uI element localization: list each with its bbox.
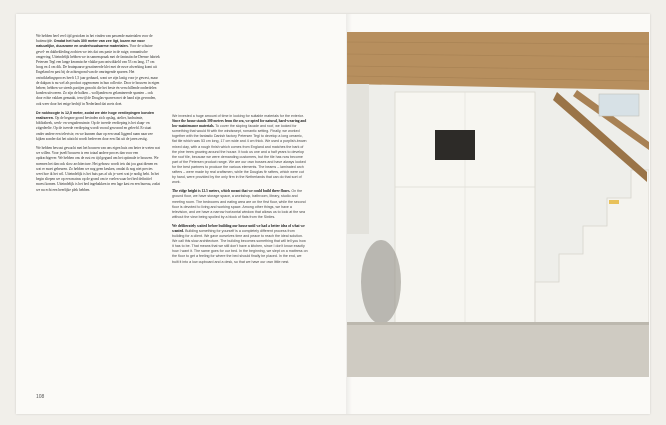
english-lead-3: We deliberately waited before building our house until we had a better idea of what we wanted. (172, 223, 305, 233)
yellow-accent (609, 200, 619, 204)
left-wall-shadow (347, 84, 369, 234)
dutch-paragraph-2: De nokhoogte is 12,5 meter, zodat we drie hoge verdiepingen konden realiseren. Op de begane grond bevinden zich opslag, atelier, badruimte, bibliotheek, werk- en vergaderruimte. Op de tweede verdieping is het slaap- en zitgedeelte. Op de tweede verdieping wordt vooral gewoond en geleefd. Er staat onder andere een televisie, en we kunnen daar op een smal liggend raam naar zee kijken zonder dat het uitzicht wordt bederven door een flat uit de jaren zestig. (36, 110, 155, 141)
wooden-ceiling (347, 32, 649, 90)
english-lead-1: Since the house stands 300 meters from the sea, we opted for natural, hard-wearing and low-maintenance materials. (172, 119, 307, 129)
page-number: 108 (36, 394, 45, 400)
cabinet-opening (435, 130, 475, 160)
floor (347, 324, 649, 377)
interior-photo (347, 32, 649, 377)
dutch-text-column (36, 34, 160, 374)
magazine-spread (16, 14, 650, 414)
english-lead-2: The ridge height is 12.5 meters, which meant that we could build three floors. (172, 189, 291, 194)
loft-interior-illustration (347, 32, 649, 377)
english-paragraph-3: We deliberately waited before building our house until we had a better idea of what we wanted. Building something for yourself is a completely different process from building for a client. We gave ourselves time and peace to reach the ideal solution. We call this slow architecture. The building becomes something that will tell you how it has to be. That means that we still don't have a kitchen, since I don't know exactly how I want it. The same goes for our bed. In the beginning, we slept on a mattress on the floor to get a feeling for where the bed should finally be placed. In the end, we built it into a low cupboard and a desk, so that we have our own little nest. (172, 223, 308, 264)
dutch-paragraph-3: We hebben bewust gewacht met het bouwen van ons eigen huis om beter te weten wat we willen. Voor jezelf bouwen is een totaal andere proces dan voor een opdrachtgever. We hebben ons de rust en tijd gegund om het optimale te bouwen. We noemen het dan ook slow architecture. Het gebouw wordt iets dat jou gaat dienen en wat er moet gebeuren. Zo hebben we nog geen keuken, omdat ik nog niet precies weet hoe ik het wil. Uiteindelijk is het huis pas af als je weet wat je nodig hebt. In het begin sliepen we op een matras op de grond om te voelen waar het bed definitief moest komen. Uiteindelijk is het bed ingebakken in een lage kast en een bureau, zodat we nu echt een heerlijke plek hebben. (36, 146, 160, 192)
dutch-lead-1: Omdat het huis 300 meter van zee ligt, kozen we voor natuurlijke, duurzame en onderhoudsarme materialen. (36, 39, 145, 49)
english-paragraph-1: We invested a huge amount of time in looking for suitable materials for the exterior. Since the house stands 300 meters from the sea, we opted for natural, hard-wearing and low-maintenance materials. To cover the sloping facade and roof, we looked for something that would fit with the windswept, romantic setting. Finally, we worked together with the fantastic Danish factory Petersen Tegl to develop a long ceramic, flat tile which was 53 cm long, 17 cm wide and 4 cm thick. We used a purplish-brown mixed clay, with a rough finish which comes from England and matches the bark of the pine trees growing around the house. It took us one and a half years to develop the roof tile, because we were demanding customers, but the tile has now become part of the Petersen product range. We are our own bosses and have always looked for the best partners to produce the various elements. The beams – laminated arch rafters – were made by real craftsmen, while the Douglas fir rafters, which were cut by hand, were provided by the only firm in the Netherlands that can do that sort of work. (172, 114, 307, 185)
dutch-lead-2: De nokhoogte is 12,5 meter, zodat we drie hoge verdiepingen konden realiseren. (36, 110, 155, 121)
window (599, 94, 639, 116)
english-text-column (172, 114, 308, 374)
shadow-figure (361, 240, 401, 324)
dutch-paragraph-1: We hebben heel veel tijd gestoken in het vinden van passende materialen voor de buitenzijde. Omdat het huis 300 meter van zee ligt, kozen we voor natuurlijke, duurzame en onderhoudsarme materialen. Voor de schuine gevel- en dakbekleding zochten we iets dat ons paste in de ruige, romantische omgeving. Uiteindelijk hebben we in samenspraak met de fantastische Deense fabriek Petersen Tegl een lange keramische vlakke pan ontwikkeld van 53 cm lang, 17 cm hoog en 4 cm dik. De bruinpaarse gesatineerde klei met de ruwe afwerking komt uit Engeland en past bij de achtergrond van de omringende sparren. Het ontwikkelingsproces heeft 1,5 jaar geduurd, want we zijn lastig voor je gewest, maar de dakpan is nu wel als product opgenomen in hun collectie. Door te bouwen in eigen beheer, hebben we steeds partijen gezocht die het beste én verschillende onderdelen konden uitvoeren. Zo zijn de balken – wolfjanden en gelamineerde spanten – ook door echte vakken gemaakt, terwijl de Douglas-sparren met de hand zijn gevonden, ook weer door het enige bedrijf in Nederland dat zoets doet. (36, 34, 160, 106)
english-paragraph-2: The ridge height is 12.5 meters, which meant that we could build three floors. On the ground floor, we have storage space, a workshop, bathroom, library, studio and meeting room. The bedrooms and eating area are on the first floor, while the second floor is devoted to living and working space. Among other things, we have a television, and we have a narrow horizontal window that allows us to look at the sea without the view being spoiled by a block of flats from the Sixties. (172, 189, 306, 219)
